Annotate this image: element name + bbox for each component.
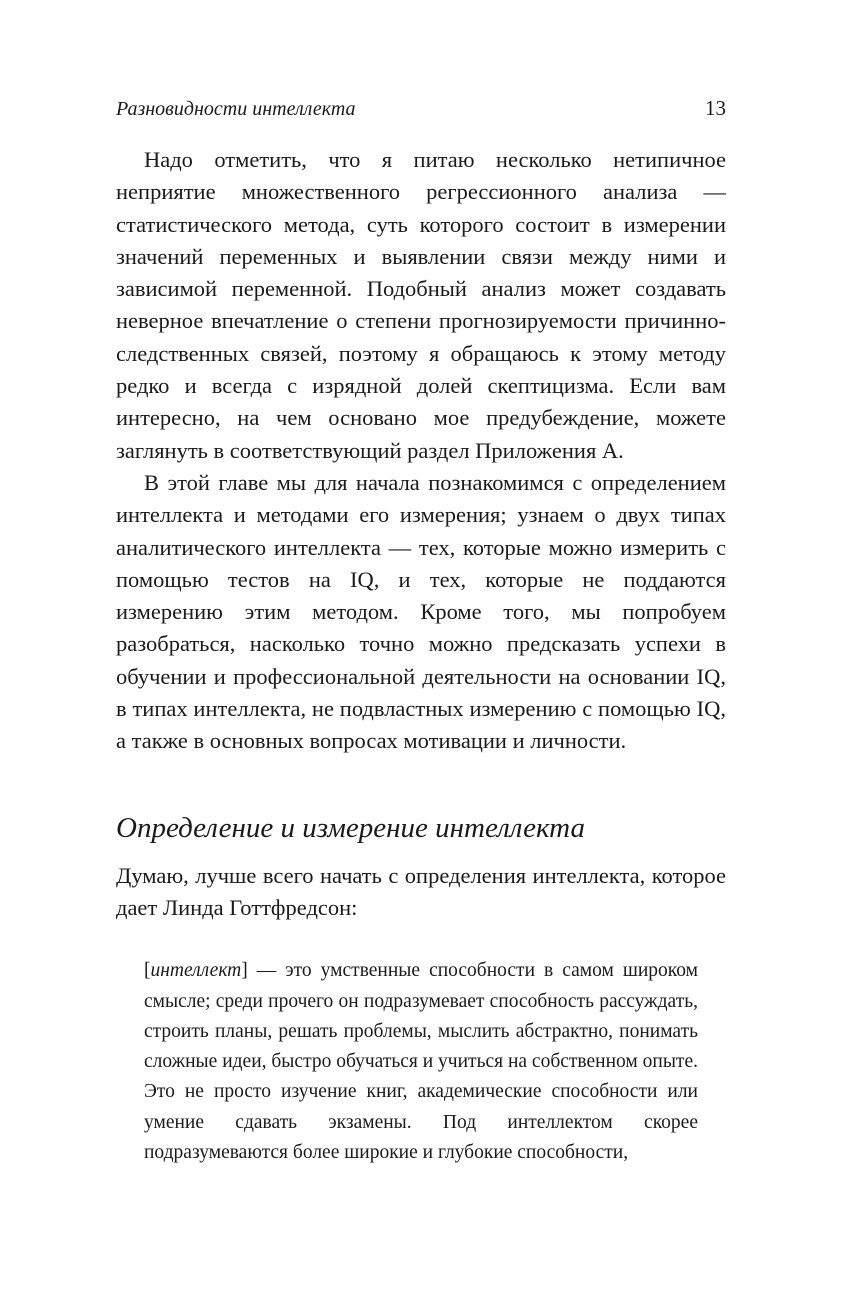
paragraph-regression-analysis: Надо отметить, что я питаю несколько нетипичное неприятие множественного регрессионного анализа — статистического метода, суть которого состоит в измерении значений переменных и выявлении связи между ними и зависимой переменной. Подобный анализ может создавать неверное впечатление о степени прогнозируемости причинно-следственных связей, поэтому я обращаюсь к этому методу редко и всегда с изрядной долей скептицизма. Если вам интересно, на чем основано мое предубеждение, можете заглянуть в соответствующий раздел Приложения А. [116, 147, 726, 463]
paragraph-chapter-overview: В этой главе мы для начала познакомимся с определением интеллекта и методами его измерения; узнаем о двух типах аналитического интеллекта — тех, которые можно измерить с помощью тестов на IQ, и тех, которые не поддаются измерению этим методом. Кроме того, мы попробуем разобраться, насколько точно можно предсказать успехи в обучении и профессиональной деятельности на основании IQ, в типах интеллекта, не подвластных измерению с помощью IQ, а также в основных вопросах мотивации и личности. [116, 469, 726, 754]
quote-text: — это умственные способности в самом широком смысле; среди прочего он подразумевает способность рассуждать, строить планы, решать проблемы, мыслить абстрактно, понимать сложные идеи, быстро обучаться и учиться на собственном опыте. Это не просто изучение книг, академические способности или умение сдавать экзамены. Под интеллектом скорее подразумеваются более широкие и глубокие способности, [144, 960, 698, 1164]
page-number: 13 [705, 96, 726, 120]
book-page [116, 96, 726, 1168]
quote-open-bracket: [ [144, 960, 151, 982]
running-header [116, 96, 726, 136]
quote-term: интеллект [150, 960, 242, 982]
section-heading: Определение и измерение интеллекта [116, 811, 585, 844]
definition-quote [144, 956, 698, 1168]
quote-close-bracket: ] [241, 960, 248, 982]
running-header-title: Разновидности интеллекта [116, 98, 356, 120]
section-lead-in: Думаю, лучше всего начать с определения интеллекта, которое дает Линда Готтфредсон: [116, 862, 726, 920]
body-text [116, 144, 726, 758]
